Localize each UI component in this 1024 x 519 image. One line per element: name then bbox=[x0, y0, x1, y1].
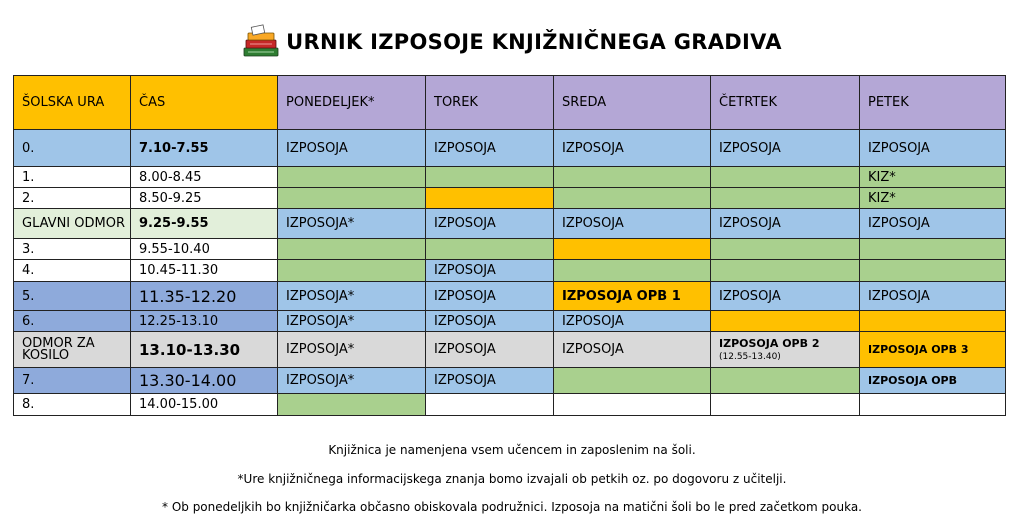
day-cell: IZPOSOJA OPB bbox=[860, 368, 1006, 394]
table-row bbox=[14, 282, 1006, 311]
ura-cell: 1. bbox=[14, 167, 131, 188]
ura-cell: GLAVNI ODMOR bbox=[14, 209, 131, 239]
opb2-label: IZPOSOJA OPB 2 bbox=[719, 337, 820, 350]
day-cell bbox=[278, 188, 426, 209]
day-cell: IZPOSOJA bbox=[426, 311, 554, 332]
page-title: URNIK IZPOSOJE KNJIŽNIČNEGA GRADIVA bbox=[286, 30, 782, 54]
day-cell: IZPOSOJA bbox=[426, 260, 554, 282]
cas-cell: 7.10-7.55 bbox=[131, 130, 278, 167]
day-cell bbox=[426, 394, 554, 416]
day-cell: IZPOSOJA bbox=[554, 209, 711, 239]
day-cell bbox=[711, 311, 860, 332]
cas-cell: 12.25-13.10 bbox=[131, 311, 278, 332]
day-cell: IZPOSOJA bbox=[426, 368, 554, 394]
day-cell bbox=[278, 167, 426, 188]
day-cell bbox=[860, 239, 1006, 260]
cas-cell: 8.50-9.25 bbox=[131, 188, 278, 209]
cas-cell: 9.25-9.55 bbox=[131, 209, 278, 239]
cas-cell: 13.10-13.30 bbox=[131, 332, 278, 368]
table-row bbox=[14, 332, 1006, 368]
day-cell bbox=[860, 260, 1006, 282]
ura-cell: 5. bbox=[14, 282, 131, 311]
cas-cell: 13.30-14.00 bbox=[131, 368, 278, 394]
cas-cell: 11.35-12.20 bbox=[131, 282, 278, 311]
day-cell: IZPOSOJA bbox=[860, 209, 1006, 239]
table-row bbox=[14, 239, 1006, 260]
header-row bbox=[14, 76, 1006, 130]
day-cell bbox=[278, 260, 426, 282]
cas-cell: 9.55-10.40 bbox=[131, 239, 278, 260]
table-row bbox=[14, 260, 1006, 282]
day-cell bbox=[554, 394, 711, 416]
day-cell bbox=[860, 394, 1006, 416]
footnote-3: * Ob ponedeljkih bo knjižničarka občasno obiskovala podružnici. Izposoja na matični šoli bo le pred začetkom pouka. bbox=[162, 500, 862, 514]
day-cell: KIZ* bbox=[860, 188, 1006, 209]
ura-cell: 3. bbox=[14, 239, 131, 260]
cas-cell: 14.00-15.00 bbox=[131, 394, 278, 416]
day-cell: KIZ* bbox=[860, 167, 1006, 188]
header-torek: TOREK bbox=[426, 76, 554, 130]
cas-cell: 10.45-11.30 bbox=[131, 260, 278, 282]
header-cas: ČAS bbox=[131, 76, 278, 130]
day-cell bbox=[711, 394, 860, 416]
day-cell: IZPOSOJA* bbox=[278, 209, 426, 239]
day-cell bbox=[426, 239, 554, 260]
day-cell bbox=[554, 260, 711, 282]
day-cell: IZPOSOJA bbox=[860, 130, 1006, 167]
table-row bbox=[14, 368, 1006, 394]
day-cell bbox=[554, 167, 711, 188]
opb2-time-note: (12.55-13.40) bbox=[719, 352, 781, 362]
day-cell bbox=[711, 368, 860, 394]
day-cell: IZPOSOJA* bbox=[278, 332, 426, 368]
day-cell bbox=[711, 260, 860, 282]
day-cell bbox=[711, 332, 860, 368]
ura-cell: 0. bbox=[14, 130, 131, 167]
day-cell bbox=[554, 239, 711, 260]
table-row bbox=[14, 209, 1006, 239]
day-cell: IZPOSOJA bbox=[711, 209, 860, 239]
ura-cell: 8. bbox=[14, 394, 131, 416]
table-row bbox=[14, 130, 1006, 167]
day-cell bbox=[711, 167, 860, 188]
day-cell bbox=[278, 239, 426, 260]
ura-cell: 2. bbox=[14, 188, 131, 209]
header-sreda: SREDA bbox=[554, 76, 711, 130]
day-cell: IZPOSOJA bbox=[554, 130, 711, 167]
day-cell bbox=[426, 167, 554, 188]
page-title-bar bbox=[0, 22, 1024, 62]
day-cell: IZPOSOJA bbox=[711, 130, 860, 167]
table-row bbox=[14, 394, 1006, 416]
ura-cell: 4. bbox=[14, 260, 131, 282]
day-cell: IZPOSOJA* bbox=[278, 311, 426, 332]
cas-cell: 8.00-8.45 bbox=[131, 167, 278, 188]
schedule-table bbox=[13, 75, 1006, 416]
day-cell: IZPOSOJA bbox=[426, 209, 554, 239]
day-cell bbox=[711, 188, 860, 209]
header-cetrtek: ČETRTEK bbox=[711, 76, 860, 130]
day-cell: IZPOSOJA bbox=[278, 130, 426, 167]
day-cell bbox=[426, 188, 554, 209]
header-petek: PETEK bbox=[860, 76, 1006, 130]
footnote-1: Knjižnica je namenjena vsem učencem in zaposlenim na šoli. bbox=[328, 443, 696, 457]
day-cell: IZPOSOJA bbox=[426, 282, 554, 311]
ura-cell: ODMOR ZA KOSILO bbox=[14, 332, 131, 368]
day-cell: IZPOSOJA* bbox=[278, 282, 426, 311]
day-cell: IZPOSOJA OPB 3 bbox=[860, 332, 1006, 368]
table-row bbox=[14, 311, 1006, 332]
table-row bbox=[14, 188, 1006, 209]
books-icon bbox=[242, 24, 282, 60]
header-ponedeljek: PONEDELJEK* bbox=[278, 76, 426, 130]
day-cell: IZPOSOJA* bbox=[278, 368, 426, 394]
ura-cell: 7. bbox=[14, 368, 131, 394]
day-cell: IZPOSOJA bbox=[426, 332, 554, 368]
day-cell bbox=[860, 311, 1006, 332]
day-cell bbox=[711, 239, 860, 260]
day-cell: IZPOSOJA bbox=[554, 332, 711, 368]
day-cell: IZPOSOJA bbox=[554, 311, 711, 332]
day-cell: IZPOSOJA OPB 1 bbox=[554, 282, 711, 311]
day-cell bbox=[554, 188, 711, 209]
header-solska-ura: ŠOLSKA URA bbox=[14, 76, 131, 130]
ura-cell: 6. bbox=[14, 311, 131, 332]
day-cell bbox=[554, 368, 711, 394]
footnote-2: *Ure knjižničnega informacijskega znanja bomo izvajali ob petkih oz. po dogovoru z učitelji. bbox=[237, 472, 787, 486]
day-cell: IZPOSOJA bbox=[860, 282, 1006, 311]
table-row bbox=[14, 167, 1006, 188]
day-cell: IZPOSOJA bbox=[426, 130, 554, 167]
day-cell: IZPOSOJA bbox=[711, 282, 860, 311]
day-cell bbox=[278, 394, 426, 416]
